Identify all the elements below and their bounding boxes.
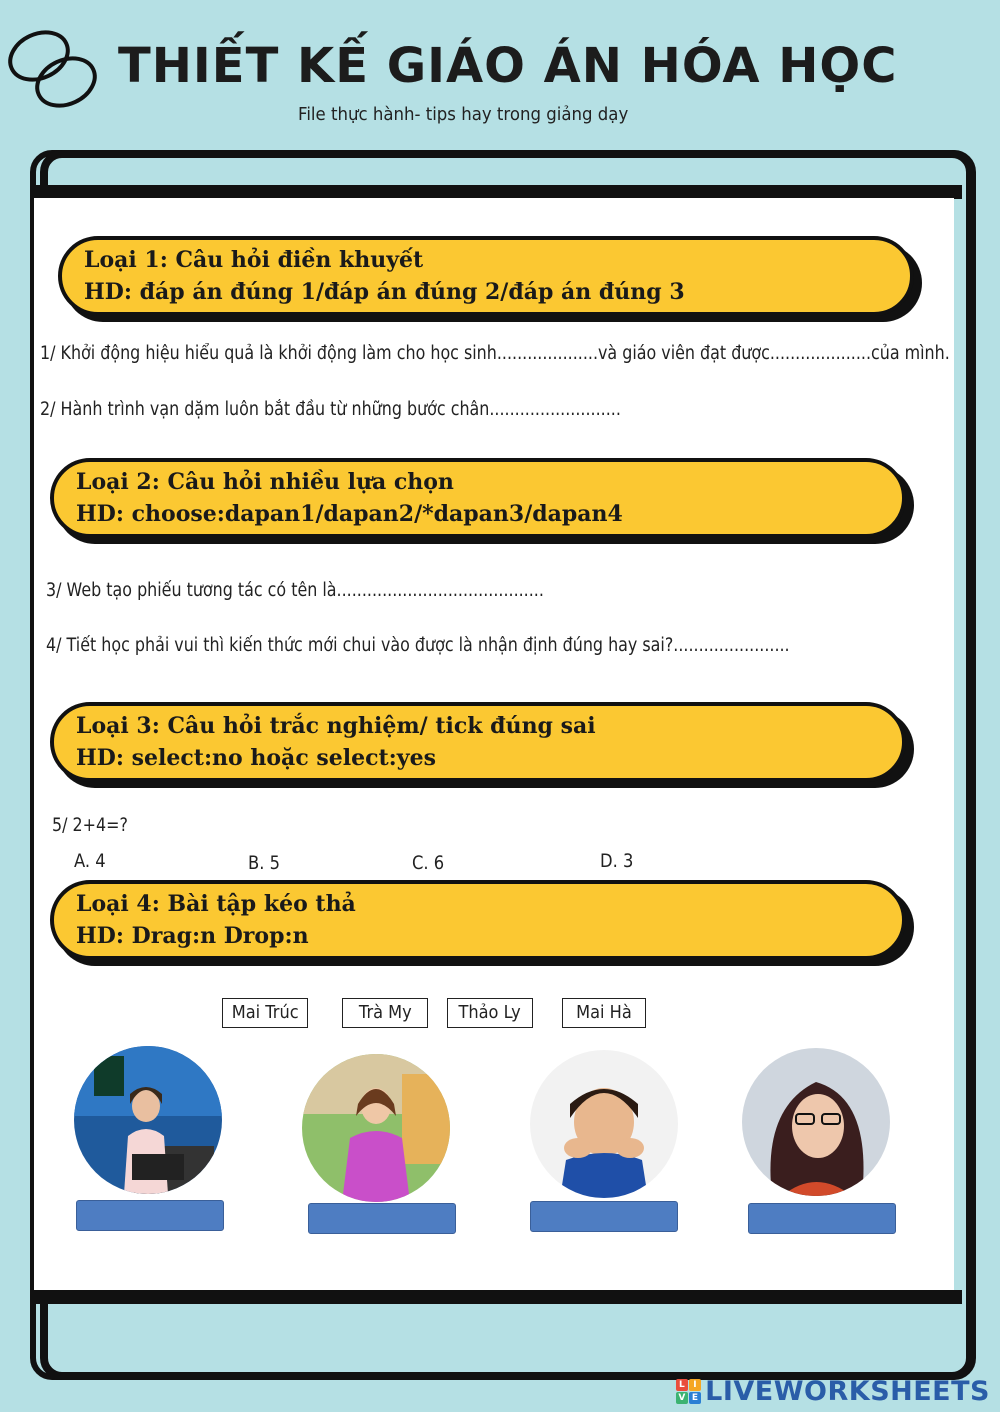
section-title: Loại 3: Câu hỏi trắc nghiệm/ tick đúng sai [76,713,596,739]
brand-mark-icon: L I V E [676,1379,701,1404]
frame-bottom-bar [30,1290,962,1304]
brand-text: LIVEWORKSHEETS [705,1376,990,1407]
section-hint: HD: choose:dapan1/dapan2/*dapan3/dapan4 [76,501,623,527]
option-a[interactable]: A. 4 [74,850,106,872]
drag-name-mai-truc[interactable] [222,998,308,1028]
drop-box-4[interactable] [748,1203,896,1234]
logo-ovals-icon [4,20,104,120]
drag-name-label: Trà My [358,1002,412,1023]
option-c[interactable]: C. 6 [412,852,445,874]
question-2: 2/ Hành trình vạn dặm luôn bắt đầu từ những bước chân.......................... [40,399,621,420]
option-b[interactable]: B. 5 [248,852,280,874]
question-4: 4/ Tiết học phải vui thì kiến thức mới chui vào được là nhận định đúng hay sai?....................... [46,635,790,656]
teacher-photo-4 [742,1048,890,1196]
section-banner-3 [50,702,906,782]
teacher-photo-3 [530,1050,678,1198]
drag-name-label: Thảo Ly [458,1002,522,1023]
question-3: 3/ Web tạo phiếu tương tác có tên là......................................... [46,580,544,601]
section-hint: HD: đáp án đúng 1/đáp án đúng 2/đáp án đúng 3 [84,279,685,305]
liveworksheets-logo [676,1376,990,1407]
section-title: Loại 1: Câu hỏi điền khuyết [84,247,424,273]
drop-box-3[interactable] [530,1201,678,1232]
section-banner-2 [50,458,906,538]
section-banner-4 [50,880,906,960]
teacher-photo-2 [302,1054,450,1202]
drop-box-2[interactable] [308,1203,456,1234]
drop-box-1[interactable] [76,1200,224,1231]
option-d[interactable]: D. 3 [600,850,634,872]
section-title: Loại 4: Bài tập kéo thả [76,891,356,917]
frame-top-bar [30,185,962,199]
drag-name-mai-ha[interactable] [562,998,646,1028]
section-hint: HD: select:no hoặc select:yes [76,745,436,771]
drag-name-tra-my[interactable] [342,998,428,1028]
drag-name-label: Mai Trúc [231,1002,299,1023]
drag-name-thao-ly[interactable] [447,998,533,1028]
section-title: Loại 2: Câu hỏi nhiều lựa chọn [76,469,454,495]
page-subtitle: File thực hành- tips hay trong giảng dạy [298,104,629,125]
section-banner-1 [58,236,914,316]
page-title: THIẾT KẾ GIÁO ÁN HÓA HỌC [118,38,898,94]
drag-name-label: Mai Hà [576,1002,632,1023]
teacher-photo-1 [74,1046,222,1194]
section-hint: HD: Drag:n Drop:n [76,923,309,949]
question-5: 5/ 2+4=? [52,815,128,836]
question-1: 1/ Khởi động hiệu hiểu quả là khởi động làm cho học sinh....................và giáo viên đạt được....................của mình. [40,343,950,364]
